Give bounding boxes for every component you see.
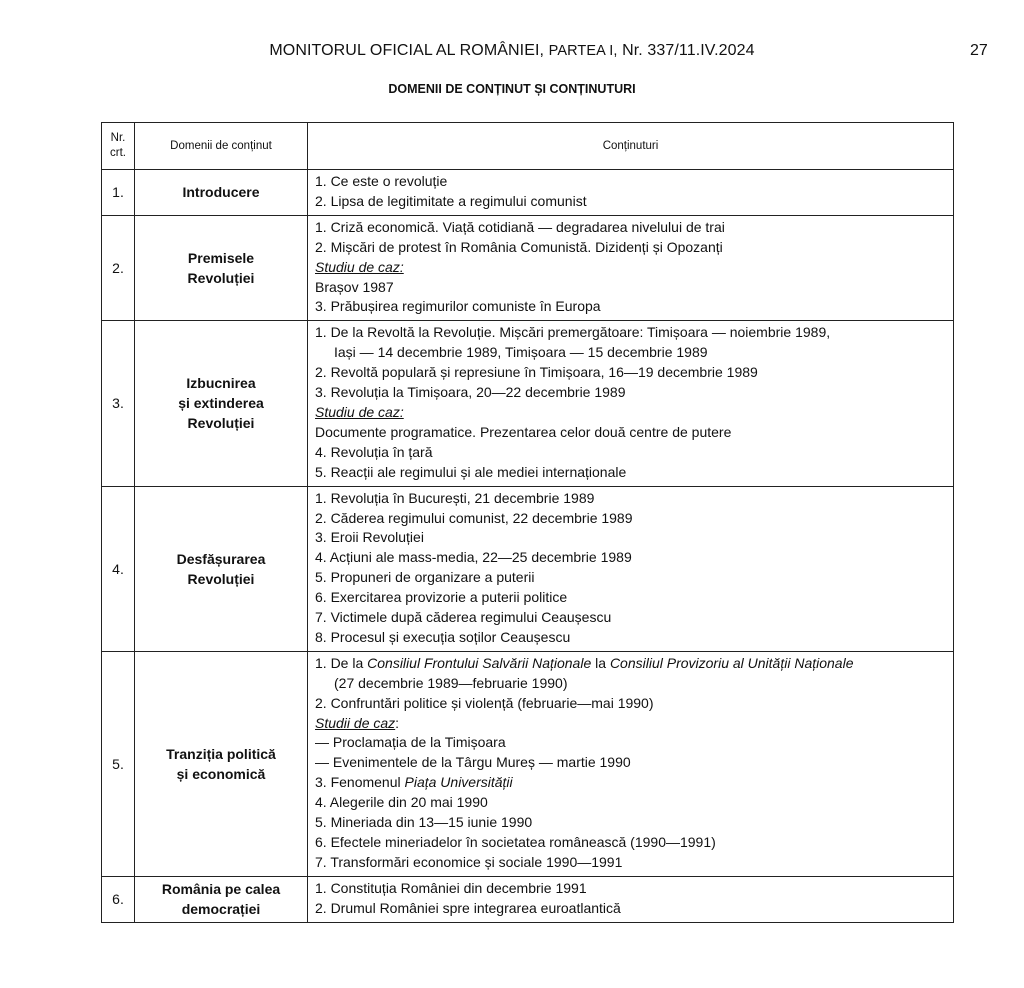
row-content: [308, 486, 954, 651]
domain-line: și extinderea: [178, 395, 264, 412]
case-study-label: Studiu de caz:: [315, 258, 404, 275]
row-number: 1.: [102, 170, 135, 216]
row-content: [308, 215, 954, 321]
table-header-row: [102, 123, 954, 170]
content-line: 7. Victimele după căderea regimului Ceaușescu: [315, 609, 612, 626]
content-line: 2. Confruntări politice și violență (februarie—mai 1990): [315, 694, 654, 711]
row-domain: [135, 170, 308, 216]
row-content: [308, 170, 954, 216]
row-number: 5.: [102, 651, 135, 876]
row-domain: [135, 215, 308, 321]
document-title: DOMENII DE CONȚINUT ȘI CONȚINUTURI: [388, 82, 636, 96]
domain-line: Revoluției: [187, 570, 255, 587]
header-nr: Nr.: [110, 132, 126, 144]
content-line: 1. Revoluția în București, 21 decembrie 1989: [315, 489, 595, 506]
table-row: [102, 651, 954, 876]
page-number: 27: [970, 42, 988, 59]
table-row: [102, 321, 954, 486]
header-nr-crt: [102, 123, 135, 170]
row-number: 4.: [102, 486, 135, 651]
content-table: [101, 122, 954, 923]
content-line: [315, 773, 949, 793]
content-line: 2. Revoltă populară și represiune în Timișoara, 16—19 decembrie 1989: [315, 364, 758, 381]
content-line: 2. Mișcări de protest în România Comunistă. Dizidenți și Opozanți: [315, 238, 723, 255]
domain-line: Revoluției: [187, 270, 255, 287]
case-study-colon: :: [395, 714, 400, 731]
header-issue: Nr. 337/11.IV.2024: [622, 42, 755, 59]
content-line: 1. Criză economică. Viață cotidiană — degradarea nivelului de trai: [315, 218, 725, 235]
row-domain: [135, 486, 308, 651]
institution-name: Consiliul Provizoriu al Unității Naționale: [609, 654, 854, 671]
content-line: 6. Exercitarea provizorie a puterii politice: [315, 589, 568, 606]
content-line: — Proclamația de la Timișoara: [315, 734, 506, 751]
institution-name: Consiliul Frontului Salvării Naționale: [367, 654, 592, 671]
row-number: 3.: [102, 321, 135, 486]
domain-line: și economică: [176, 765, 266, 782]
content-line: — Evenimentele de la Târgu Mureș — martie 1990: [315, 754, 631, 771]
content-line: 1. Ce este o revoluție: [315, 173, 448, 189]
table-row: [102, 486, 954, 651]
header-content: Conținuturi: [308, 123, 954, 170]
content-line: 5. Propuneri de organizare a puterii: [315, 569, 535, 586]
table-row: [102, 876, 954, 922]
content-line: 1. De la Revoltă la Revoluție. Mișcări premergătoare: Timișoara — noiembrie 1989,: [315, 324, 831, 341]
content-line: 2. Lipsa de legitimitate a regimului comunist: [315, 192, 587, 209]
content-line: 3. Eroii Revoluției: [315, 529, 424, 546]
domain-line: Izbucnirea: [186, 375, 256, 392]
header-crt: crt.: [110, 147, 126, 159]
row-number: 6.: [102, 876, 135, 922]
content-line: [315, 654, 949, 674]
content-line: 5. Reacții ale regimului și ale mediei internaționale: [315, 463, 627, 480]
domain-line: Tranziția politică: [166, 745, 276, 762]
table-row: [102, 215, 954, 321]
header-title: MONITORUL OFICIAL AL ROMÂNIEI,: [269, 42, 545, 59]
row-domain: [135, 321, 308, 486]
content-line: (27 decembrie 1989—februarie 1990): [334, 674, 568, 691]
table-row: [102, 170, 954, 216]
row-domain: [135, 651, 308, 876]
case-study-label: Studiu de caz:: [315, 403, 404, 420]
content-line: 4. Revoluția în țară: [315, 443, 433, 460]
domain-line: Premisele: [187, 250, 255, 267]
content-line: 7. Transformări economice și sociale 1990—1991: [315, 853, 623, 870]
content-line: 4. Alegerile din 20 mai 1990: [315, 794, 488, 811]
domain-line: România pe calea: [161, 881, 281, 898]
row-domain: [135, 876, 308, 922]
content-line: Iași — 14 decembrie 1989, Timișoara — 15 decembrie 1989: [334, 344, 708, 361]
content-line: 8. Procesul și execuția soților Ceaușescu: [315, 628, 571, 645]
content-line: 4. Acțiuni ale mass-media, 22—25 decembrie 1989: [315, 549, 632, 566]
page-header: [0, 42, 1024, 60]
content-line: 2. Căderea regimului comunist, 22 decembrie 1989: [315, 509, 633, 526]
row-content: [308, 651, 954, 876]
domain-line: Revoluției: [187, 415, 255, 432]
row-number: 2.: [102, 215, 135, 321]
content-line: Documente programatice. Prezentarea celor două centre de putere: [315, 423, 732, 440]
content-line: 3. Prăbușirea regimurilor comuniste în Europa: [315, 298, 601, 315]
header-part: PARTEA I,: [548, 43, 618, 59]
content-line: 2. Drumul României spre integrarea euroatlantică: [315, 899, 621, 916]
content-line: Brașov 1987: [315, 278, 394, 295]
row-content: [308, 321, 954, 486]
content-line: 3. Revoluția la Timișoara, 20—22 decembrie 1989: [315, 384, 626, 401]
content-line: 6. Efectele mineriadelor în societatea românească (1990—1991): [315, 834, 716, 850]
content-line: 1. Constituția României din decembrie 1991: [315, 879, 587, 896]
case-study-label: [315, 714, 949, 734]
place-name: Piața Universității: [404, 774, 513, 791]
content-line: 5. Mineriada din 13—15 iunie 1990: [315, 814, 533, 831]
domain-line: Introducere: [182, 184, 260, 201]
header-domain: Domenii de conținut: [135, 123, 308, 170]
domain-line: democrației: [181, 901, 261, 918]
row-content: [308, 876, 954, 922]
content-fragment: 1. De la: [315, 654, 368, 671]
domain-line: Desfășurarea: [176, 550, 266, 567]
content-fragment: la: [591, 654, 610, 671]
case-study-text: Studii de caz: [315, 714, 396, 731]
content-fragment: 3. Fenomenul: [315, 774, 405, 791]
